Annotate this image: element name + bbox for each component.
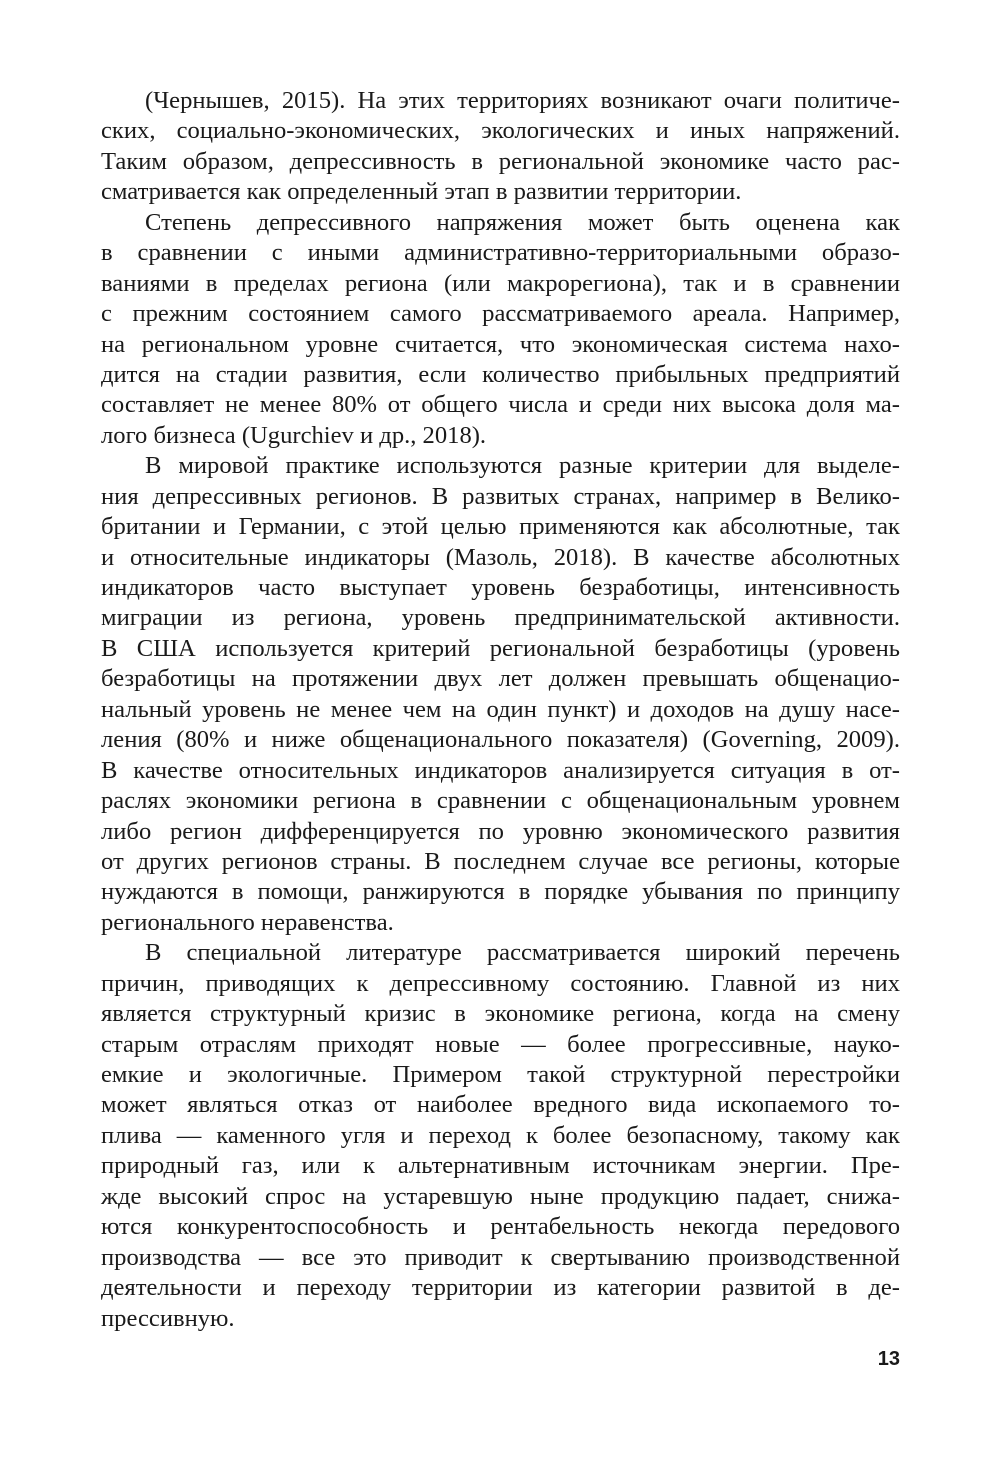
- text-line: В специальной литературе рассматривается широкий перечень: [145, 939, 900, 967]
- text-line: от других регионов страны. В последнем случае все регионы, которые: [101, 847, 900, 875]
- text-line: регионального неравенства.: [101, 908, 394, 936]
- text-line: Таким образом, депрессивность в региональной экономике часто рас-: [101, 147, 900, 175]
- paragraph: [101, 208, 900, 452]
- text-line: нуждаются в помощи, ранжируются в порядке убывания по принципу: [101, 878, 900, 906]
- text-line: раслях экономики региона в сравнении с общенациональным уровнем: [101, 787, 900, 815]
- text-line: составляет не менее 80% от общего числа и среди них высока доля ма-: [101, 391, 900, 419]
- text-line: плива — каменного угля и переход к более безопасному, такому как: [101, 1121, 900, 1149]
- text-line: безработицы на протяжении двух лет должен превышать общенацио-: [101, 665, 900, 693]
- text-line: в сравнении с иными административно-территориальными образо-: [101, 239, 900, 267]
- text-line: В качестве относительных индикаторов анализируется ситуация в от-: [101, 756, 900, 784]
- text-line: В мировой практике используются разные критерии для выделе-: [145, 452, 900, 480]
- text-line: емкие и экологичные. Примером такой структурной перестройки: [101, 1061, 900, 1088]
- text-line: ления (80% и ниже общенационального показателя) (Governing, 2009).: [101, 726, 900, 754]
- text-line: производства — все это приводит к свертыванию производственной: [101, 1243, 900, 1271]
- text-line: Степень депрессивного напряжения может быть оценена как: [145, 208, 900, 236]
- text-line: лого бизнеса (Ugurchiev и др., 2018).: [101, 421, 487, 449]
- text-line: жде высокий спрос на устаревшую ныне продукцию падает, снижа-: [101, 1182, 900, 1210]
- paragraph: [101, 451, 900, 938]
- text-line: ваниями в пределах региона (или макрорегиона), так и в сравнении: [101, 269, 900, 297]
- text-line: британии и Германии, с этой целью применяются как абсолютные, так: [101, 513, 900, 541]
- text-line: старым отраслям приходят новые — более прогрессивные, науко-: [101, 1030, 900, 1058]
- text-line: сматривается как определенный этап в развитии территории.: [101, 178, 742, 206]
- text-line: индикаторов часто выступает уровень безработицы, интенсивность: [101, 574, 900, 601]
- text-line: деятельности и переходу территории из категории развитой в де-: [101, 1274, 900, 1302]
- text-line: является структурный кризис в экономике региона, когда на смену: [101, 1000, 900, 1028]
- text-line: природный газ, или к альтернативным источникам энергии. Пре-: [101, 1152, 900, 1180]
- text-line: В США используется критерий региональной безработицы (уровень: [101, 634, 900, 662]
- paragraph: [101, 86, 900, 208]
- text-line: прессивную.: [101, 1304, 235, 1332]
- text-line: нальный уровень не менее чем на один пункт) и доходов на душу насе-: [101, 695, 900, 723]
- text-line: может являться отказ от наиболее вредного вида ископаемого то-: [101, 1091, 900, 1119]
- text-line: ских, социально-экономических, экологических и иных напряжений.: [101, 117, 900, 145]
- page-number: 13: [877, 1348, 900, 1370]
- text-line: миграции из региона, уровень предпринимательской активности.: [101, 604, 900, 632]
- text-line: и относительные индикаторы (Мазоль, 2018). В качестве абсолютных: [101, 543, 900, 571]
- text-line: (Чернышев, 2015). На этих территориях возникают очаги политиче-: [145, 87, 900, 114]
- text-line: на региональном уровне считается, что экономическая система нахо-: [101, 330, 900, 358]
- text-line: ния депрессивных регионов. В развитых странах, например в Велико-: [101, 482, 900, 510]
- paragraph: [101, 938, 900, 1334]
- text-line: либо регион дифференцируется по уровню экономического развития: [101, 817, 900, 845]
- body-text: [101, 86, 900, 1334]
- text-line: дится на стадии развития, если количество прибыльных предприятий: [101, 360, 900, 388]
- text-line: с прежним состоянием самого рассматриваемого ареала. Например,: [101, 300, 900, 328]
- text-line: причин, приводящих к депрессивному состоянию. Главной из них: [101, 969, 900, 997]
- text-line: ются конкурентоспособность и рентабельность некогда передового: [101, 1213, 900, 1241]
